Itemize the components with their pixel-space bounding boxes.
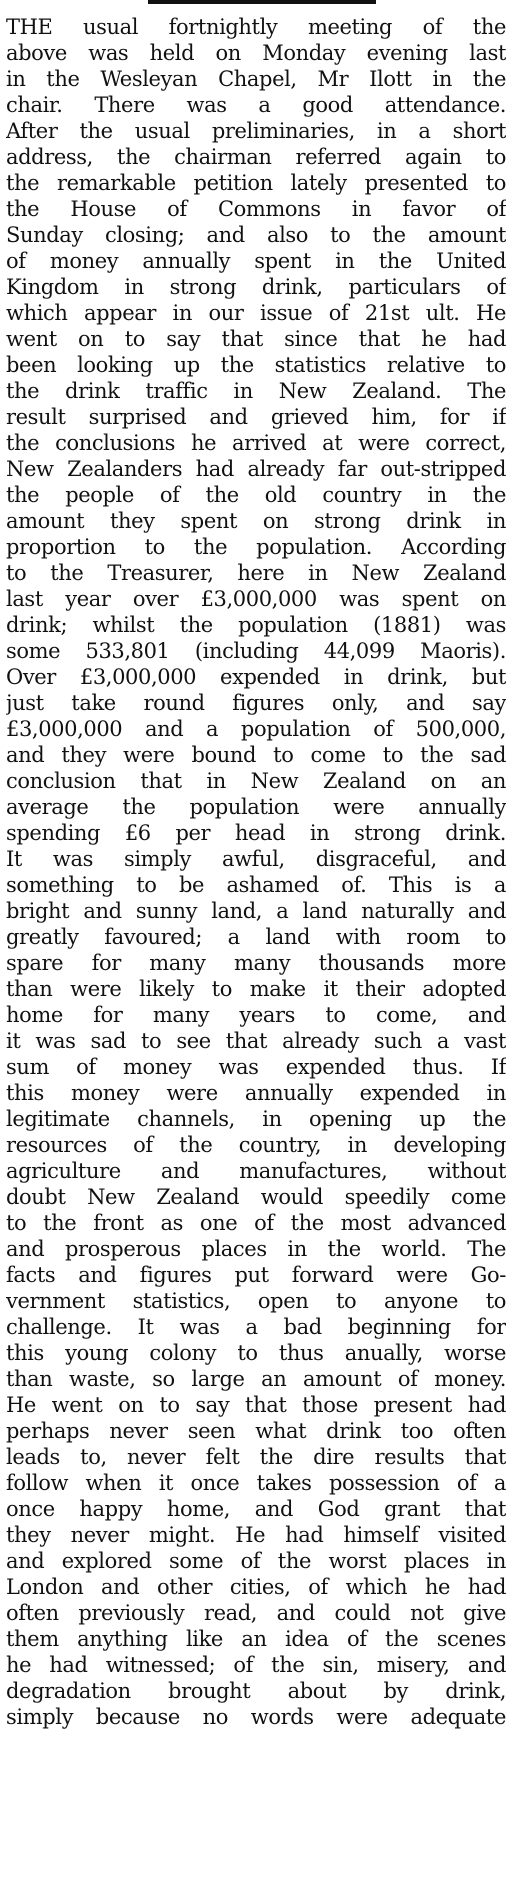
article-line: spare for many many thousands more <box>6 951 506 975</box>
article-line: resources of the country, in developing <box>6 1133 506 1157</box>
article-line: home for many years to come, and <box>6 1003 506 1027</box>
article-line: and prosperous places in the world. The <box>6 1237 506 1261</box>
article-line: conclusion that in New Zealand on an <box>6 769 506 793</box>
article-line: than waste, so large an amount of money. <box>6 1367 506 1391</box>
article-line: He went on to say that those present had <box>6 1393 506 1417</box>
article-line: something to be ashamed of. This is a <box>6 873 506 897</box>
article-line: After the usual preliminaries, in a short <box>6 119 506 143</box>
article-line: this young colony to thus anually, worse <box>6 1341 506 1365</box>
article-line: in the Wesleyan Chapel, Mr Ilott in the <box>6 67 506 91</box>
article-line: Kingdom in strong drink, particulars of <box>6 275 506 299</box>
article-line: proportion to the population. According <box>6 535 506 559</box>
article-line: to the front as one of the most advanced <box>6 1211 506 1235</box>
article-line: spending £6 per head in strong drink. <box>6 821 506 845</box>
article-line: of money annually spent in the United <box>6 249 506 273</box>
article-line: and they were bound to come to the sad <box>6 743 506 767</box>
article-line: last year over £3,000,000 was spent on <box>6 587 506 611</box>
article-line: once happy home, and God grant that <box>6 1497 506 1521</box>
article-line: above was held on Monday evening last <box>6 41 506 65</box>
article-line: to the Treasurer, here in New Zealand <box>6 561 506 585</box>
article-line: the conclusions he arrived at were correct, <box>6 431 506 455</box>
article-line: legitimate channels, in opening up the <box>6 1107 506 1131</box>
article-line: vernment statistics, open to anyone to <box>6 1289 506 1313</box>
article-line: simply because no words were adequate <box>6 1705 506 1729</box>
article-line: facts and figures put forward were Go- <box>6 1263 506 1287</box>
article-body <box>6 14 506 1730</box>
article-line: the House of Commons in favor of <box>6 197 506 221</box>
article-line: New Zealanders had already far out-stripped <box>6 457 506 481</box>
article-line: £3,000,000 and a population of 500,000, <box>6 717 506 741</box>
article-line: it was sad to see that already such a vast <box>6 1029 506 1053</box>
article-line: degradation brought about by drink, <box>6 1679 506 1703</box>
article-line: been looking up the statistics relative to <box>6 353 506 377</box>
article-line: amount they spent on strong drink in <box>6 509 506 533</box>
article-line: It was simply awful, disgraceful, and <box>6 847 506 871</box>
article-line: result surprised and grieved him, for if <box>6 405 506 429</box>
article-line: bright and sunny land, a land naturally and <box>6 899 506 923</box>
article-line: agriculture and manufactures, without <box>6 1159 506 1183</box>
article-line: often previously read, and could not give <box>6 1601 506 1625</box>
article-line: Sunday closing; and also to the amount <box>6 223 506 247</box>
article-line: THE usual fortnightly meeting of the <box>6 15 506 39</box>
article-line: and explored some of the worst places in <box>6 1549 506 1573</box>
article-line: went on to say that since that he had <box>6 327 506 351</box>
article-line: this money were annually expended in <box>6 1081 506 1105</box>
article-line: average the population were annually <box>6 795 506 819</box>
article-line: which appear in our issue of 21st ult. He <box>6 301 506 325</box>
article-line: the people of the old country in the <box>6 483 506 507</box>
article-line: than were likely to make it their adopted <box>6 977 506 1001</box>
article-line: some 533,801 (including 44,099 Maoris). <box>6 639 506 663</box>
article-line: drink; whilst the population (1881) was <box>6 613 506 637</box>
article-line: the remarkable petition lately presented to <box>6 171 506 195</box>
article-line: he had witnessed; of the sin, misery, and <box>6 1653 506 1677</box>
article-line: they never might. He had himself visited <box>6 1523 506 1547</box>
article-line: chair. There was a good attendance. <box>6 93 506 117</box>
article-line: doubt New Zealand would speedily come <box>6 1185 506 1209</box>
top-rule <box>148 0 376 4</box>
article-line: follow when it once takes possession of a <box>6 1471 506 1495</box>
article-line: leads to, never felt the dire results that <box>6 1445 506 1469</box>
article-line: just take round figures only, and say <box>6 691 506 715</box>
article-line: Over £3,000,000 expended in drink, but <box>6 665 506 689</box>
article-line: greatly favoured; a land with room to <box>6 925 506 949</box>
article-line: perhaps never seen what drink too often <box>6 1419 506 1443</box>
article-line: address, the chairman referred again to <box>6 145 506 169</box>
article-line: the drink traffic in New Zealand. The <box>6 379 506 403</box>
article-line: London and other cities, of which he had <box>6 1575 506 1599</box>
article-line: challenge. It was a bad beginning for <box>6 1315 506 1339</box>
article-line: sum of money was expended thus. If <box>6 1055 506 1079</box>
article-line: them anything like an idea of the scenes <box>6 1627 506 1651</box>
